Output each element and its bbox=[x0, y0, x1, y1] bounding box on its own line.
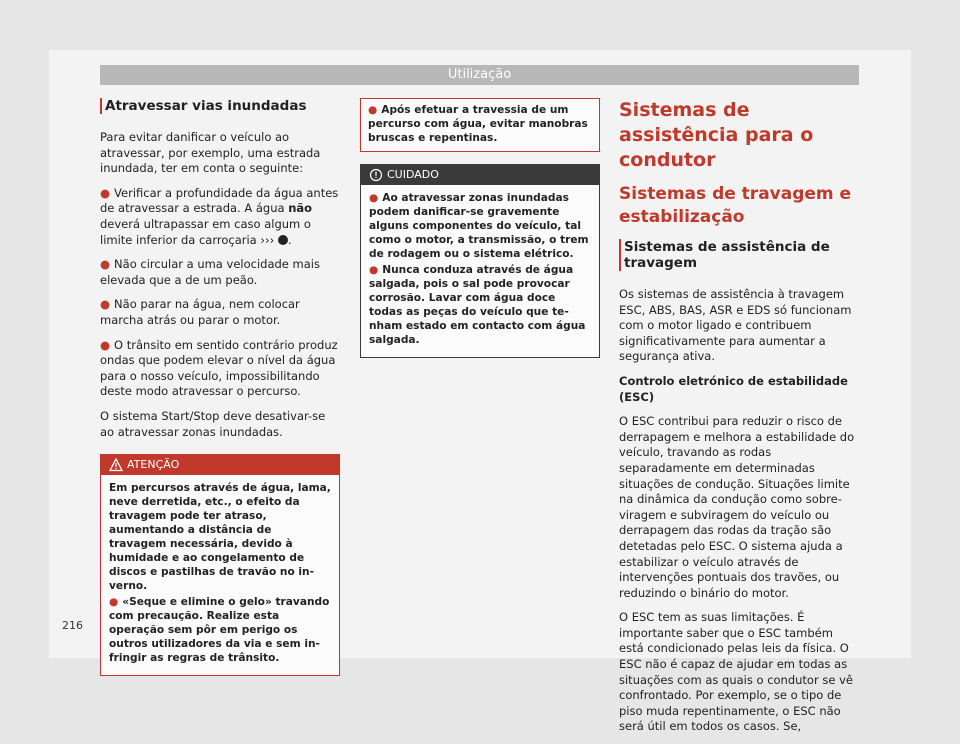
bullet-text: Não circular a uma velocidade mais elevada que a de um peão. bbox=[100, 257, 320, 287]
warning-ref-icon bbox=[278, 235, 288, 245]
column-2 bbox=[360, 98, 600, 358]
column-1 bbox=[100, 98, 340, 676]
page-number: 216 bbox=[62, 619, 83, 632]
caution-bullet bbox=[369, 191, 591, 261]
caution-title: CUIDADO bbox=[387, 168, 439, 181]
list-item bbox=[100, 257, 340, 288]
bullet-text-post: deverá ultrapassar em caso algum o limite inferior da carroçaria ››› bbox=[100, 216, 311, 247]
warning-triangle-icon bbox=[109, 458, 123, 472]
chapter-title: Sistemas de assistência para o condutor bbox=[619, 99, 814, 171]
subheading: Controlo eletrónico de estabilidade (ESC) bbox=[619, 373, 848, 404]
warning-bullet-text: «Seque e elimine o gelo» travando com precaução. Realize esta operação sem pôr em perigo os outros utilizadores da via e sem infringir as regras de trânsito. bbox=[109, 596, 330, 665]
caution-bullet-text: Ao atravessar zonas inundadas podem danificar-se gravemente alguns componentes do veículo, tal como o motor, a transmissão, o trem de rodagem ou o sistema elétrico. bbox=[369, 192, 589, 260]
paragraph: O ESC tem as suas limitações. É importante saber que o ESC também está condicionado pelas leis da física. O ESC não é capaz de ajudar em todas as situações com as quais o condutor se vê confrontado. Por exemplo, se o tipo de piso muda repentinamente, o ESC não será útil em todos os casos. Se, bbox=[619, 610, 853, 734]
bullet-icon: ● bbox=[368, 104, 378, 116]
bullet-icon: ● bbox=[100, 337, 111, 352]
warning-title: ATENÇÃO bbox=[127, 458, 180, 472]
bullet-icon: ● bbox=[369, 192, 379, 204]
warning-body bbox=[101, 475, 339, 675]
warning-box bbox=[100, 454, 340, 676]
startstop-paragraph: O sistema Start/Stop deve desativar-se ao atravessar zonas inundadas. bbox=[100, 408, 326, 439]
bullet-icon: ● bbox=[100, 297, 111, 312]
caution-bullet-text: Nunca conduza através de água salgada, pois o sal pode provocar corrosão. Lavar com água doce todas as peças do veículo que tenham estado em contacto com água salgada. bbox=[369, 264, 586, 346]
page-header: Utilização bbox=[100, 65, 859, 85]
warning-header bbox=[101, 455, 339, 475]
intro-paragraph: Para evitar danificar o veículo ao atravessar, por exemplo, uma estrada inundada, ter em conta o seguinte: bbox=[100, 130, 321, 176]
list-item bbox=[100, 297, 340, 328]
bullet-text: O trânsito em sentido contrário produz ondas que podem elevar o nível da água para o nosso veículo, impossibilitando deste modo atravessar o percurso. bbox=[100, 337, 338, 399]
bullet-icon: ● bbox=[100, 257, 111, 272]
bullet-icon: ● bbox=[369, 264, 379, 276]
warning-text: Em percursos através de água, lama, neve derretida, etc., o efeito da travagem pode ter atraso, aumentando a distância de travagem necessária, devido à humidade e ao congelamento de discos e pastilhas de travão no inverno. bbox=[109, 482, 331, 593]
caution-body bbox=[361, 185, 599, 357]
bullet-icon: ● bbox=[100, 185, 111, 200]
list-item: ● Verificar a profundidade da água antes de atravessar a estrada. A água não deverá ultrapassar em caso algum o limite inferior da carroçaria ››› . bbox=[100, 185, 339, 247]
warning-bullet bbox=[109, 595, 331, 665]
bullet-icon: ● bbox=[109, 596, 119, 609]
caution-header bbox=[361, 165, 599, 185]
caution-bullet bbox=[369, 263, 591, 347]
section-title: Sistemas de assistência de travagem bbox=[619, 239, 859, 271]
column-3 bbox=[619, 98, 859, 744]
info-circle-icon bbox=[369, 168, 383, 182]
bullet-text: Não parar na água, nem colocar marcha atrás ou parar o motor. bbox=[100, 297, 300, 327]
section-title: Atravessar vias inundadas bbox=[100, 98, 340, 114]
bullet-text-bold: não bbox=[288, 201, 313, 216]
caution-box bbox=[360, 164, 600, 358]
list-item bbox=[100, 338, 340, 400]
subchapter-title: Sistemas de travagem e estabilização bbox=[619, 184, 852, 227]
continued-text: Após efetuar a travessia de um percurso com água, evitar manobras bruscas e repentinas. bbox=[368, 104, 588, 144]
paragraph: O ESC contribui para reduzir o risco de derrapagem e melhora a estabilidade do veículo, travando as rodas separadamente em determinadas situações de condução. Situações limite na dinâmica da condução como sobreviragem e subviragem do veículo ou derrapagem das rodas da tração são detetadas pelo ESC. O sistema ajuda a estabilizar o veículo através de intervenções pontuais dos travões, ou reduzindo o binário do motor. bbox=[619, 414, 855, 600]
paragraph: Os sistemas de assistência à travagem ESC, ABS, BAS, ASR e EDS só funcionam com o motor ligado e contribuem significativamente para aumentar a segurança ativa. bbox=[619, 287, 852, 364]
bullet-text-pre: Verificar a profundidade da água antes de atravessar a estrada. A água bbox=[100, 185, 339, 216]
continued-box bbox=[360, 98, 600, 152]
